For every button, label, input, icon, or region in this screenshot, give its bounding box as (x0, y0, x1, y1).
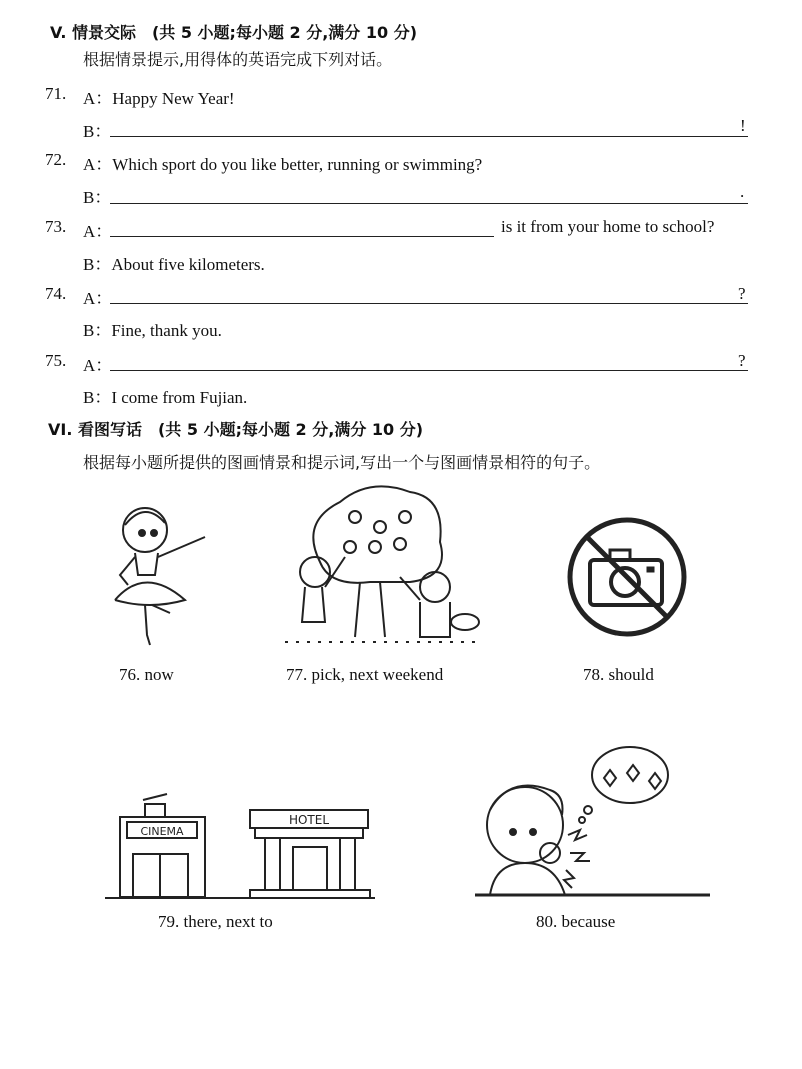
q71-a: A：Happy New Year! (83, 89, 235, 108)
q72-number: 72. (45, 150, 67, 169)
hotel-sign: HOTEL (288, 813, 330, 827)
ballet-dancer-picture (100, 495, 210, 655)
caption-76: 76. now (119, 665, 174, 684)
q74-end: ? (738, 284, 746, 303)
section-6-title: VI. 看图写话 (共 5 小题;每小题 2 分,满分 10 分) (48, 420, 424, 439)
q72-a: A：Which sport do you like better, running or swimming? (83, 155, 483, 174)
q71-number: 71. (45, 84, 67, 103)
q72-end: . (740, 182, 745, 201)
q71-end: ! (740, 116, 746, 135)
q73-tail: is it from your home to school? (501, 217, 715, 236)
q71-b-label: B： (83, 122, 112, 141)
caption-80: 80. because (536, 912, 616, 931)
cinema-and-hotel-picture (105, 782, 375, 902)
q75-end: ? (738, 351, 746, 370)
q74-number: 74. (45, 284, 67, 303)
q75-number: 75. (45, 351, 67, 370)
q75-b: B：I come from Fujian. (83, 388, 248, 407)
q73-number: 73. (45, 217, 67, 236)
q72-answer-line[interactable] (110, 203, 748, 204)
section-5-title: V. 情景交际 (共 5 小题;每小题 2 分,满分 10 分) (50, 23, 418, 42)
q74-answer-line[interactable] (110, 303, 748, 304)
toothache-boy-picture (470, 735, 715, 900)
q73-b: B：About five kilometers. (83, 255, 265, 274)
q71-answer-line[interactable] (110, 136, 748, 137)
caption-77: 77. pick, next weekend (286, 665, 444, 684)
q74-a-label: A： (83, 289, 113, 308)
q75-answer-line[interactable] (110, 370, 748, 371)
q73-a-label: A： (83, 222, 113, 241)
q75-a-label: A： (83, 356, 113, 375)
q73-answer-line[interactable] (110, 236, 494, 237)
section-6-instruction: 根据每小题所提供的图画情景和提示词,写出一个与图画情景相符的句子。 (83, 453, 601, 472)
caption-79: 79. there, next to (158, 912, 273, 931)
no-camera-sign-picture (565, 515, 690, 640)
cinema-sign: CINEMA (140, 825, 184, 838)
section-5-instruction: 根据情景提示,用得体的英语完成下列对话。 (83, 50, 393, 69)
q74-b: B：Fine, thank you. (83, 321, 222, 340)
caption-78: 78. should (583, 665, 654, 684)
apple-tree-picking-picture (280, 482, 490, 652)
q72-b-label: B： (83, 188, 112, 207)
